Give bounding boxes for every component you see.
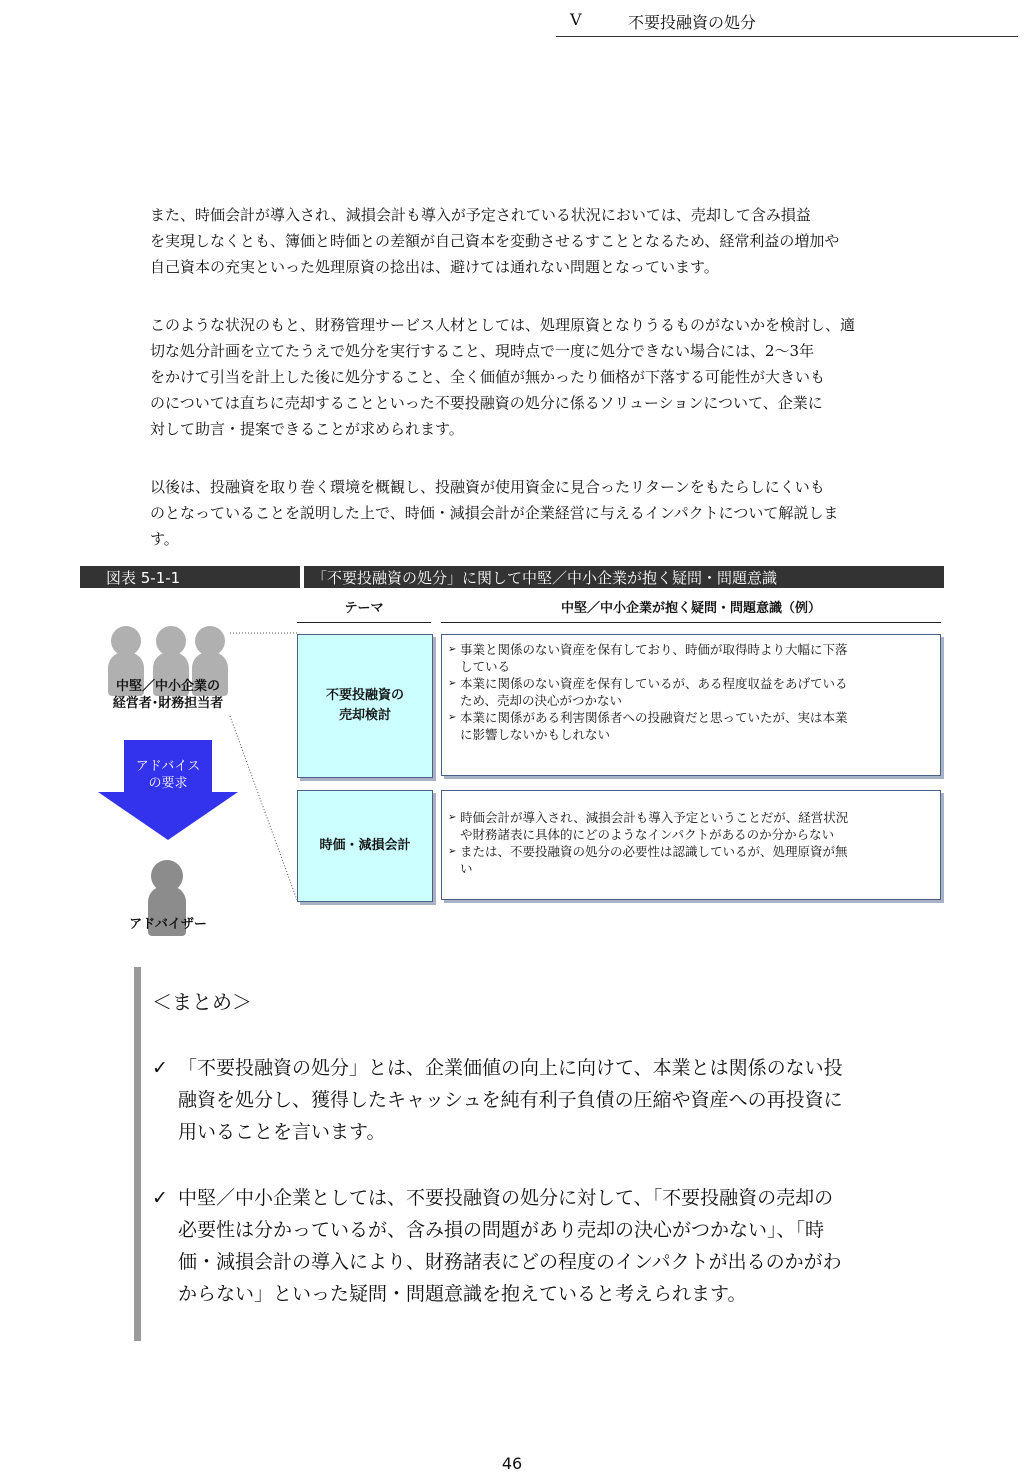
- advisor-label: アドバイザー: [129, 917, 207, 932]
- summary-heading: ＜まとめ＞: [152, 990, 252, 1014]
- theme-line: 時価・減損会計: [319, 838, 411, 853]
- issues-box-sale: [441, 634, 941, 776]
- summary-line: 中堅／中小企業としては、不要投融資の処分に対して、「不要投融資の売却の: [178, 1187, 834, 1209]
- client-label-line: 経営者･財務担当者: [112, 696, 224, 711]
- summary-item-1: [152, 1052, 942, 1152]
- column-header-theme: テーマ: [297, 598, 431, 623]
- figure-number: 図表 5-1-1: [106, 569, 181, 587]
- summary-line: 用いることを言います。: [178, 1121, 386, 1143]
- theme-box-sale: [297, 634, 433, 778]
- check-mark-icon: ✓: [152, 1187, 168, 1209]
- summary-line: 融資を処分し、獲得したキャッシュを純有利子負債の圧縮や資産への再投資に: [178, 1089, 843, 1111]
- summary-side-bar: [134, 967, 141, 1341]
- issue-line: している: [460, 659, 511, 674]
- issue-line: や財務諸表に具体的にどのようなインパクトがあるのか分からない: [460, 827, 835, 842]
- paragraph-line: のとなっていることを説明した上で、時価・減損会計が企業経営に与えるインパクトについて解説しま: [150, 504, 839, 522]
- figure-title: 「不要投融資の処分」に関して中堅／中小企業が抱く疑問・問題意識: [312, 569, 778, 587]
- client-label: [78, 678, 258, 712]
- column-header-issues: 中堅／中小企業が抱く疑問・問題意識（例）: [441, 598, 941, 623]
- paragraph-line: このような状況のもと、財務管理サービス人材としては、処理原資となりうるものがないかを検討し、適: [150, 316, 856, 334]
- summary-line: 必要性は分かっているが、含み損の問題があり売却の決心がつかない」、「時: [178, 1219, 825, 1241]
- issue-item: [448, 843, 934, 877]
- issue-line: い: [460, 861, 473, 876]
- check-mark-icon: ✓: [152, 1057, 168, 1079]
- issue-line: ➢ 事業と関係のない資産を保有しており、時価が取得時より大幅に下落: [460, 642, 848, 657]
- issue-item: [448, 809, 934, 843]
- theme-line: 売却検討: [338, 708, 391, 723]
- theme-line: 不要投融資の: [325, 688, 404, 703]
- theme-box-accounting: [297, 790, 433, 902]
- issue-item: [448, 709, 934, 743]
- summary-line: からない」といった疑問・問題意識を抱えていると考えられます。: [178, 1283, 747, 1305]
- advice-request-line: アドバイス: [135, 759, 201, 774]
- issue-line: ➢ または、不要投融資の処分の必要性は認識しているが、処理原資が無: [460, 844, 848, 859]
- issue-item: [448, 641, 934, 675]
- summary-line: 価・減損会計の導入により、財務諸表にどの程度のインパクトが出るのかがわ: [178, 1251, 842, 1273]
- issue-line: ため、売却の決心がつかない: [460, 693, 623, 708]
- summary-item-2: [152, 1182, 942, 1314]
- paragraph-line: を実現しなくとも、簿価と時価との差額が自己資本を変動させるすこととなるため、経常利益の増加や: [150, 232, 840, 250]
- paragraph-line: また、時価会計が導入され、減損会計も導入が予定されている状況においては、売却して含み損益: [150, 206, 811, 224]
- paragraph-line: す。: [150, 530, 179, 548]
- issues-box-accounting: [441, 790, 941, 900]
- client-label-line: 中堅／中小企業の: [115, 679, 220, 694]
- paragraph-line: 対して助言・提案できることが求められます。: [150, 420, 464, 438]
- issue-line: ➢ 本業に関係のない資産を保有しているが、ある程度収益をあげている: [460, 676, 848, 691]
- advice-request-line: の要求: [148, 776, 188, 791]
- advice-request-label: [118, 758, 218, 792]
- issue-item: [448, 675, 934, 709]
- paragraph-line: のについては直ちに売却することといった不要投融資の処分に係るソリューションについて、企業に: [150, 394, 823, 412]
- paragraph-line: 以後は、投融資を取り巻く環境を概観し、投融資が使用資金に見合ったリターンをもたらしにくいも: [150, 478, 825, 496]
- issue-line: に影響しないかもしれない: [460, 727, 611, 742]
- page-number: 46: [501, 1454, 523, 1473]
- paragraph-line: 切な処分計画を立てたうえで処分を実行すること、現時点で一度に処分できない場合には、2〜3年: [150, 342, 815, 360]
- issue-line: ➢ 本業に関係がある利害関係者への投融資だと思っていたが、実は本業: [460, 710, 848, 725]
- summary-line: 「不要投融資の処分」とは、企業価値の向上に向けて、本業とは関係のない投: [178, 1057, 843, 1079]
- chapter-number: Ⅴ: [570, 10, 582, 29]
- paragraph-line: をかけて引当を計上した後に処分すること、全く価値が無かったり価格が下落する可能性が大きいも: [150, 368, 826, 386]
- issue-line: ➢ 時価会計が導入され、減損会計も導入予定ということだが、経営状況: [460, 810, 849, 825]
- chapter-title: 不要投融資の処分: [628, 13, 757, 32]
- paragraph-line: 自己資本の充実といった処理原資の捻出は、避けては通れない問題となっています。: [150, 258, 719, 276]
